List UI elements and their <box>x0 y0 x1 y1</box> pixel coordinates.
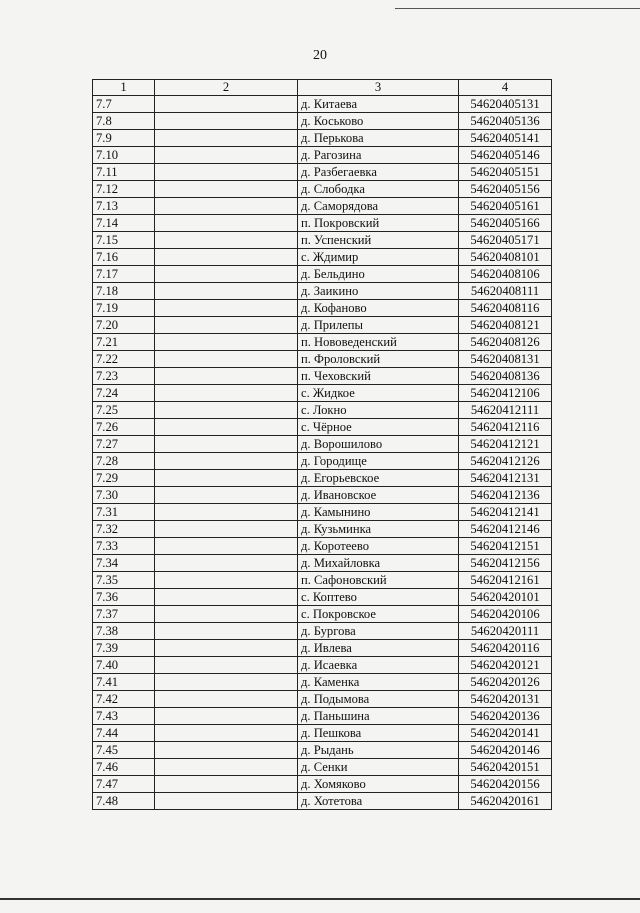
settlement-name: д. Перькова <box>298 130 459 147</box>
row-index: 7.41 <box>93 674 155 691</box>
oktmo-code: 54620420106 <box>459 606 552 623</box>
settlement-name: д. Камынино <box>298 504 459 521</box>
row-blank <box>155 96 298 113</box>
row-blank <box>155 419 298 436</box>
table-row <box>93 691 552 708</box>
row-blank <box>155 725 298 742</box>
settlement-name: д. Бургова <box>298 623 459 640</box>
table-row <box>93 759 552 776</box>
row-index: 7.16 <box>93 249 155 266</box>
row-blank <box>155 504 298 521</box>
row-index: 7.20 <box>93 317 155 334</box>
row-index: 7.7 <box>93 96 155 113</box>
table-row <box>93 776 552 793</box>
settlement-name: п. Покровский <box>298 215 459 232</box>
row-index: 7.19 <box>93 300 155 317</box>
row-blank <box>155 113 298 130</box>
settlement-name: д. Ворошилово <box>298 436 459 453</box>
row-index: 7.26 <box>93 419 155 436</box>
oktmo-code: 54620420156 <box>459 776 552 793</box>
table-row <box>93 674 552 691</box>
row-blank <box>155 317 298 334</box>
settlement-name: д. Сенки <box>298 759 459 776</box>
oktmo-code: 54620405146 <box>459 147 552 164</box>
row-index: 7.35 <box>93 572 155 589</box>
row-index: 7.21 <box>93 334 155 351</box>
settlement-name: д. Разбегаевка <box>298 164 459 181</box>
settlement-name: д. Ивановское <box>298 487 459 504</box>
oktmo-code: 54620405166 <box>459 215 552 232</box>
row-index: 7.10 <box>93 147 155 164</box>
table-row <box>93 334 552 351</box>
row-index: 7.13 <box>93 198 155 215</box>
row-index: 7.27 <box>93 436 155 453</box>
row-index: 7.38 <box>93 623 155 640</box>
settlement-name: с. Чёрное <box>298 419 459 436</box>
settlement-name: д. Городище <box>298 453 459 470</box>
row-index: 7.42 <box>93 691 155 708</box>
table-header <box>93 80 552 96</box>
settlement-name: д. Исаевка <box>298 657 459 674</box>
header-row <box>93 80 552 96</box>
row-blank <box>155 232 298 249</box>
oktmo-code: 54620408121 <box>459 317 552 334</box>
oktmo-code: 54620412141 <box>459 504 552 521</box>
row-blank <box>155 606 298 623</box>
oktmo-code: 54620420141 <box>459 725 552 742</box>
row-blank <box>155 759 298 776</box>
settlement-name: п. Нововеденский <box>298 334 459 351</box>
settlement-name: с. Жидкое <box>298 385 459 402</box>
row-index: 7.25 <box>93 402 155 419</box>
row-blank <box>155 691 298 708</box>
row-index: 7.24 <box>93 385 155 402</box>
table-row <box>93 640 552 657</box>
settlement-name: д. Рагозина <box>298 147 459 164</box>
oktmo-code: 54620420121 <box>459 657 552 674</box>
table-row <box>93 436 552 453</box>
row-blank <box>155 487 298 504</box>
settlement-name: д. Саморядова <box>298 198 459 215</box>
row-blank <box>155 198 298 215</box>
settlement-name: д. Кузьминка <box>298 521 459 538</box>
settlement-name: с. Покровское <box>298 606 459 623</box>
oktmo-code: 54620412111 <box>459 402 552 419</box>
table-row <box>93 249 552 266</box>
row-index: 7.39 <box>93 640 155 657</box>
row-blank <box>155 300 298 317</box>
oktmo-code: 54620420126 <box>459 674 552 691</box>
row-index: 7.17 <box>93 266 155 283</box>
row-index: 7.40 <box>93 657 155 674</box>
row-blank <box>155 776 298 793</box>
table-row <box>93 147 552 164</box>
row-index: 7.44 <box>93 725 155 742</box>
row-index: 7.28 <box>93 453 155 470</box>
settlement-name: д. Егорьевское <box>298 470 459 487</box>
oktmo-code: 54620408116 <box>459 300 552 317</box>
oktmo-code: 54620412156 <box>459 555 552 572</box>
row-index: 7.37 <box>93 606 155 623</box>
oktmo-code: 54620412146 <box>459 521 552 538</box>
oktmo-code: 54620408101 <box>459 249 552 266</box>
settlement-name: п. Фроловский <box>298 351 459 368</box>
settlement-name: д. Слободка <box>298 181 459 198</box>
table-row <box>93 793 552 810</box>
table-row <box>93 96 552 113</box>
oktmo-code: 54620420111 <box>459 623 552 640</box>
row-index: 7.14 <box>93 215 155 232</box>
table-row <box>93 232 552 249</box>
header-col-1: 1 <box>93 80 155 96</box>
row-blank <box>155 589 298 606</box>
row-blank <box>155 555 298 572</box>
oktmo-code: 54620412151 <box>459 538 552 555</box>
table-row <box>93 266 552 283</box>
oktmo-code: 54620408136 <box>459 368 552 385</box>
row-blank <box>155 368 298 385</box>
table-row <box>93 623 552 640</box>
row-blank <box>155 402 298 419</box>
settlement-name: д. Рыдань <box>298 742 459 759</box>
row-index: 7.29 <box>93 470 155 487</box>
settlement-name: д. Китаева <box>298 96 459 113</box>
oktmo-code: 54620405136 <box>459 113 552 130</box>
oktmo-code: 54620420116 <box>459 640 552 657</box>
table-row <box>93 419 552 436</box>
oktmo-code: 54620408106 <box>459 266 552 283</box>
row-index: 7.43 <box>93 708 155 725</box>
row-index: 7.48 <box>93 793 155 810</box>
row-blank <box>155 130 298 147</box>
oktmo-code: 54620420161 <box>459 793 552 810</box>
table-row <box>93 521 552 538</box>
header-col-2: 2 <box>155 80 298 96</box>
table-row <box>93 572 552 589</box>
row-index: 7.11 <box>93 164 155 181</box>
row-index: 7.46 <box>93 759 155 776</box>
oktmo-code: 54620405141 <box>459 130 552 147</box>
table-row <box>93 300 552 317</box>
table-row <box>93 283 552 300</box>
row-blank <box>155 657 298 674</box>
oktmo-code: 54620412126 <box>459 453 552 470</box>
row-blank <box>155 640 298 657</box>
oktmo-code: 54620405156 <box>459 181 552 198</box>
header-col-4: 4 <box>459 80 552 96</box>
table-row <box>93 487 552 504</box>
row-blank <box>155 436 298 453</box>
oktmo-code: 54620405161 <box>459 198 552 215</box>
scan-edge-top <box>395 8 640 9</box>
row-index: 7.12 <box>93 181 155 198</box>
scan-edge-bottom <box>0 898 640 900</box>
table-row <box>93 470 552 487</box>
table-row <box>93 215 552 232</box>
oktmo-code: 54620412121 <box>459 436 552 453</box>
row-index: 7.9 <box>93 130 155 147</box>
row-index: 7.31 <box>93 504 155 521</box>
row-index: 7.32 <box>93 521 155 538</box>
table-row <box>93 555 552 572</box>
table-row <box>93 317 552 334</box>
settlement-name: д. Коротеево <box>298 538 459 555</box>
row-blank <box>155 572 298 589</box>
settlement-name: д. Прилепы <box>298 317 459 334</box>
oktmo-code: 54620412116 <box>459 419 552 436</box>
table-row <box>93 708 552 725</box>
settlement-name: д. Ивлева <box>298 640 459 657</box>
settlement-name: с. Ждимир <box>298 249 459 266</box>
table-body <box>93 96 552 810</box>
table-row <box>93 181 552 198</box>
oktmo-code: 54620412161 <box>459 572 552 589</box>
table-row <box>93 657 552 674</box>
row-index: 7.15 <box>93 232 155 249</box>
row-index: 7.8 <box>93 113 155 130</box>
row-blank <box>155 521 298 538</box>
settlement-name: д. Заикино <box>298 283 459 300</box>
table-row <box>93 742 552 759</box>
settlement-name: с. Коптево <box>298 589 459 606</box>
settlement-name: д. Каменка <box>298 674 459 691</box>
oktmo-code: 54620412131 <box>459 470 552 487</box>
row-blank <box>155 351 298 368</box>
table-row <box>93 351 552 368</box>
oktmo-code: 54620405171 <box>459 232 552 249</box>
table-row <box>93 453 552 470</box>
row-blank <box>155 215 298 232</box>
row-blank <box>155 164 298 181</box>
row-index: 7.33 <box>93 538 155 555</box>
row-index: 7.45 <box>93 742 155 759</box>
settlement-name: д. Паньшина <box>298 708 459 725</box>
oktmo-code: 54620420146 <box>459 742 552 759</box>
settlement-name: д. Михайловка <box>298 555 459 572</box>
row-index: 7.47 <box>93 776 155 793</box>
table-row <box>93 402 552 419</box>
row-index: 7.23 <box>93 368 155 385</box>
settlement-name: д. Кофаново <box>298 300 459 317</box>
row-blank <box>155 674 298 691</box>
row-index: 7.22 <box>93 351 155 368</box>
settlement-name: д. Бельдино <box>298 266 459 283</box>
oktmo-code: 54620408126 <box>459 334 552 351</box>
settlement-name: п. Чеховский <box>298 368 459 385</box>
settlement-name: п. Успенский <box>298 232 459 249</box>
row-blank <box>155 538 298 555</box>
row-blank <box>155 249 298 266</box>
settlement-name: с. Локно <box>298 402 459 419</box>
settlements-table <box>92 79 552 810</box>
row-index: 7.34 <box>93 555 155 572</box>
row-blank <box>155 470 298 487</box>
table-row <box>93 113 552 130</box>
table-row <box>93 164 552 181</box>
settlement-name: д. Хотетова <box>298 793 459 810</box>
oktmo-code: 54620420131 <box>459 691 552 708</box>
row-index: 7.30 <box>93 487 155 504</box>
settlement-name: д. Пешкова <box>298 725 459 742</box>
table-row <box>93 198 552 215</box>
oktmo-code: 54620405151 <box>459 164 552 181</box>
oktmo-code: 54620408111 <box>459 283 552 300</box>
table-row <box>93 589 552 606</box>
row-blank <box>155 708 298 725</box>
row-blank <box>155 385 298 402</box>
oktmo-code: 54620405131 <box>459 96 552 113</box>
oktmo-code: 54620420101 <box>459 589 552 606</box>
table-row <box>93 606 552 623</box>
oktmo-code: 54620420151 <box>459 759 552 776</box>
oktmo-code: 54620412136 <box>459 487 552 504</box>
row-blank <box>155 334 298 351</box>
row-blank <box>155 147 298 164</box>
row-blank <box>155 453 298 470</box>
table-row <box>93 385 552 402</box>
oktmo-code: 54620420136 <box>459 708 552 725</box>
table-row <box>93 504 552 521</box>
row-blank <box>155 623 298 640</box>
page-number: 20 <box>313 48 327 63</box>
table-row <box>93 130 552 147</box>
row-blank <box>155 181 298 198</box>
table-row <box>93 725 552 742</box>
settlement-name: д. Хомяково <box>298 776 459 793</box>
header-col-3: 3 <box>298 80 459 96</box>
table-row <box>93 538 552 555</box>
settlement-name: д. Коськово <box>298 113 459 130</box>
row-blank <box>155 283 298 300</box>
row-index: 7.18 <box>93 283 155 300</box>
row-blank <box>155 742 298 759</box>
oktmo-code: 54620408131 <box>459 351 552 368</box>
table-row <box>93 368 552 385</box>
settlement-name: п. Сафоновский <box>298 572 459 589</box>
row-blank <box>155 793 298 810</box>
oktmo-code: 54620412106 <box>459 385 552 402</box>
row-blank <box>155 266 298 283</box>
row-index: 7.36 <box>93 589 155 606</box>
settlement-name: д. Подымова <box>298 691 459 708</box>
